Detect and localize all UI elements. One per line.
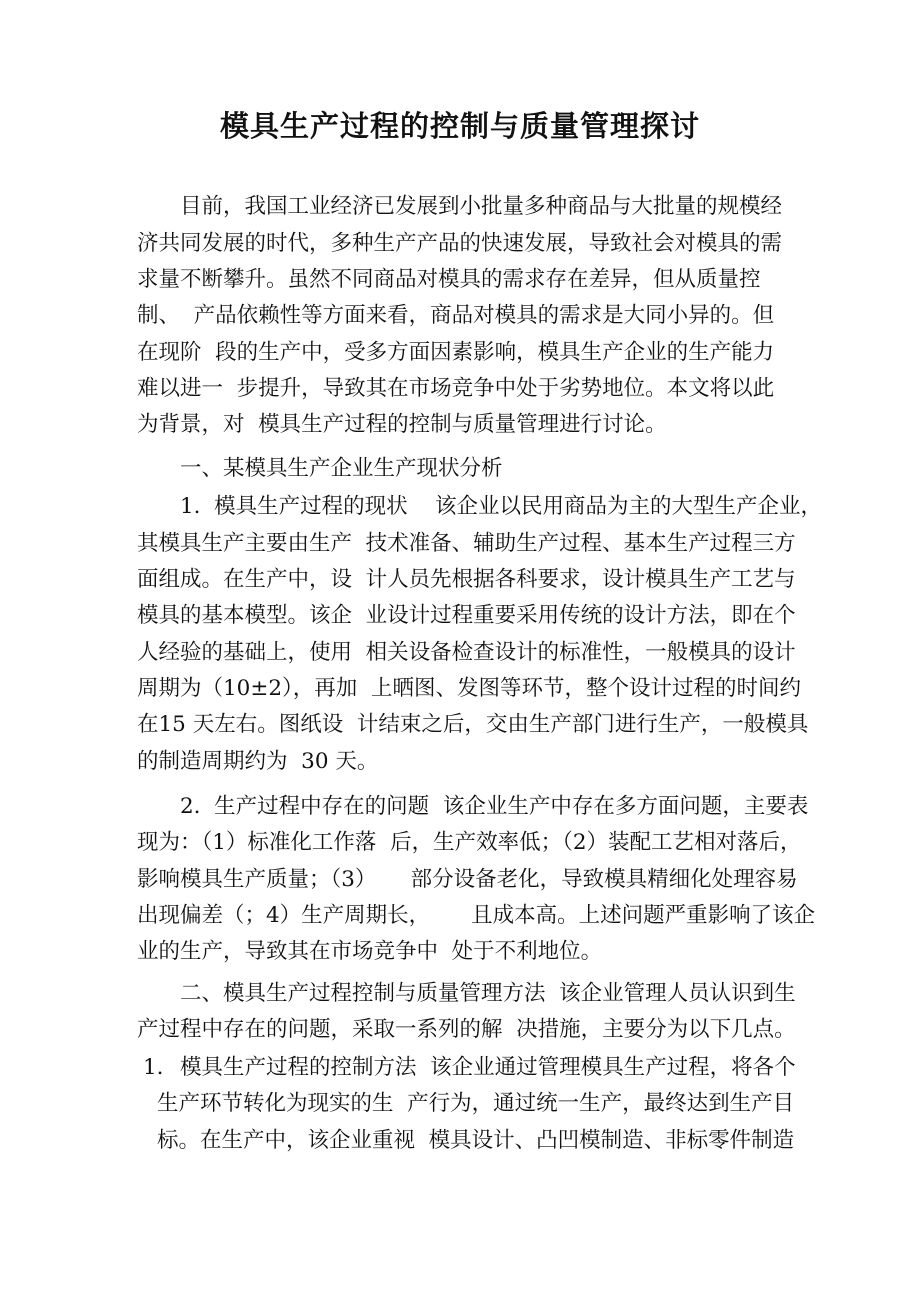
paragraph-line: 济共同发展的时代，多种生产产品的快速发展，导致社会对模具的需 xyxy=(137,231,783,256)
paragraph-line: 模具的基本模型。该企 业设计过程重要采用传统的设计方法，即在个 xyxy=(137,603,796,628)
subsection-heading-line: 2. 生产过程中存在的问题 该企业生产中存在多方面问题，主要表 xyxy=(180,794,809,819)
paragraph-line: 影响模具生产质量；（3） 部分设备老化，导致模具精细化处理容易 xyxy=(137,867,798,892)
paragraph-line: 面组成。在生产中，设 计人员先根据各科要求，设计模具生产工艺与 xyxy=(137,567,796,592)
paragraph-line: 目前，我国工业经济已发展到小批量多种商品与大批量的规模经 xyxy=(180,194,783,219)
paragraph-line: 在现阶 段的生产中，受多方面因素影响，模具生产企业的生产能力 xyxy=(137,340,775,365)
paragraph-line: 产过程中存在的问题，采取一系列的解 决措施，主要分为以下几点。 xyxy=(137,1017,796,1042)
paragraph-line: 的制造周期约为 30 天。 xyxy=(137,749,379,774)
paragraph-line: 标。在生产中，该企业重视 模具设计、凸凹模制造、非标零件制造 xyxy=(157,1128,795,1153)
paragraph-line: 为背景，对 模具生产过程的控制与质量管理进行讨论。 xyxy=(137,412,667,437)
paragraph-line: 周期为（10±2），再加 上晒图、发图等环节，整个设计过程的时间约 xyxy=(137,676,801,701)
paragraph-line: 生产环节转化为现实的生 产行为，通过统一生产，最终达到生产目 xyxy=(157,1091,795,1116)
paragraph-line: 制、 产品依赖性等方面来看，商品对模具的需求是大同小异的。但 xyxy=(137,303,775,328)
paragraph-line: 难以进一 步提升，导致其在市场竞争中处于劣势地位。本文将以此 xyxy=(137,376,775,401)
paragraph-line: 其模具生产主要由生产 技术准备、辅助生产过程、基本生产过程三方 xyxy=(137,531,796,556)
list-number: 1. xyxy=(143,1055,164,1080)
paragraph-line: 现为：（1）标准化工作落 后，生产效率低；（2）装配工艺相对落后， xyxy=(137,830,802,855)
paragraph-line: 出现偏差（；4）生产周期长， 且成本高。上述问题严重影响了该企 xyxy=(137,903,816,928)
paragraph-line: 求量不断攀升。虽然不同商品对模具的需求存在差异，但从质量控 xyxy=(137,267,761,292)
subsection-heading-line: 1. 模具生产过程的现状 该企业以民用商品为主的大型生产企业， xyxy=(180,494,823,519)
section-heading-line: 二、模具生产过程控制与质量管理方法 该企业管理人员认识到生 xyxy=(180,981,796,1006)
paragraph-line: 业的生产，导致其在市场竞争中 处于不利地位。 xyxy=(137,939,603,964)
paragraph-line: 在15 天左右。图纸设 计结束之后，交由生产部门进行生产，一般模具 xyxy=(137,712,809,737)
paragraph-line: 人经验的基础上，使用 相关设备检查设计的标准性，一般模具的设计 xyxy=(137,640,796,665)
section-heading: 一、某模具生产企业生产现状分析 xyxy=(180,456,503,481)
document-title: 模具生产过程的控制与质量管理探讨 xyxy=(219,109,700,143)
list-item-heading-line: 模具生产过程的控制方法 该企业通过管理模具生产过程，将各个 xyxy=(180,1055,796,1080)
